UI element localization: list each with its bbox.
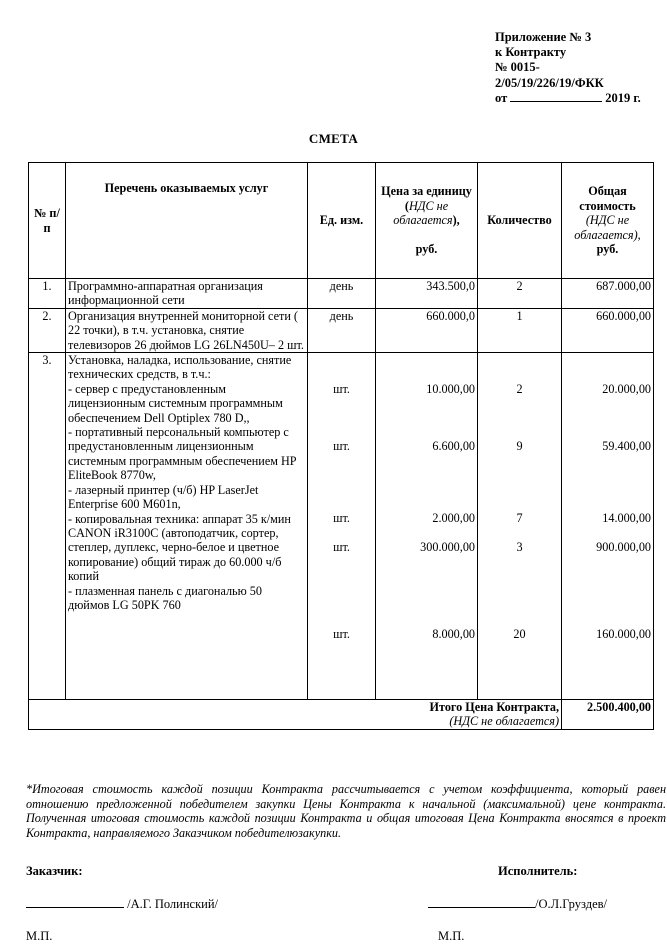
footnote: *Итоговая стоимость каждой позиции Контракта рассчитывается с учетом коэффициента, который равен отношению предложенной победителем закупки Цены Контракта к начальной (максимальной) цене контракта. Полученная итоговая стоимость каждой позиции Контракта и общая итоговая Цена Контракта вносятся в проект Контракта, направляемого Заказчиком победителюзакупки. [26, 782, 666, 840]
total-vat-note: (НДС не облагается) [449, 714, 559, 729]
row3-item-4-qty: 3 [516, 540, 523, 555]
date-blank-line [510, 91, 602, 102]
row3-item-2-qty: 9 [516, 439, 523, 454]
row3-item-4-price: 300.000,00 [420, 540, 475, 555]
row-total: 687.000,00 [562, 279, 654, 309]
row3-item-2-unit: шт. [333, 439, 350, 454]
total-label-cell [29, 700, 562, 730]
row3-item-1-total: 20.000,00 [602, 381, 651, 396]
table-header-row [29, 163, 654, 279]
row-num: 2. [29, 308, 66, 352]
row3-item-1-unit: шт. [333, 381, 350, 396]
row3-item-2-name: - портативный персональный компьютер с предустановленным лицензионным системным программным обеспечением HP EliteBook 8770w, [68, 425, 297, 483]
contractor-signature [428, 896, 607, 912]
row-unit [308, 353, 376, 700]
appendix-header [495, 30, 660, 106]
document-title: СМЕТА [308, 131, 359, 146]
date-suffix: 2019 г. [605, 90, 641, 105]
row3-item-5-total: 160.000,00 [596, 626, 651, 641]
appendix-date-line [495, 91, 660, 106]
table-total-row [29, 700, 654, 730]
header-services: Перечень оказываемых услуг [66, 163, 308, 279]
customer-signature [26, 896, 218, 912]
row3-item-5-qty: 20 [513, 626, 526, 641]
row3-item-2-total: 59.400,00 [602, 439, 651, 454]
row-quantity: 1 [478, 308, 562, 352]
customer-signature-line [26, 896, 124, 908]
table-row [29, 308, 654, 352]
row3-item-1-price: 10.000,00 [426, 381, 475, 396]
row-price: 343.500,0 [376, 279, 478, 309]
row3-item-3-name: - лазерный принтер (ч/б) HP LaserJet Enterprise 600 M601n, [68, 482, 259, 512]
appendix-line-4: 2/05/19/226/19/ФКК [495, 75, 604, 90]
row3-item-4-name: - копировальная техника: аппарат 35 к/мин CANON iR3100C (автоподатчик, сортер, степлер, дуплекс, черно-белое и цветное копирование) общий тираж до 60.000 ч/б копий [68, 511, 291, 584]
row-price: 660.000,0 [376, 308, 478, 352]
row-unit: день [308, 279, 376, 309]
row-service [66, 353, 308, 700]
row-quantity [478, 353, 562, 700]
row3-item-5-unit: шт. [333, 626, 350, 641]
contractor-signature-name: /О.Л.Груздев/ [535, 897, 607, 911]
contractor-signature-line [428, 896, 535, 908]
row3-item-4-unit: шт. [333, 540, 350, 555]
row-total [562, 353, 654, 700]
appendix-line-1: Приложение № 3 [495, 30, 592, 44]
row-unit: день [308, 308, 376, 352]
row-price [376, 353, 478, 700]
total-label: Итого Цена Контракта, [429, 700, 559, 715]
header-quantity: Количество [478, 163, 562, 279]
date-prefix: от [495, 90, 508, 105]
row-num: 3. [29, 353, 66, 700]
row3-item-3-price: 2.000,00 [432, 511, 475, 526]
header-unit: Ед. изм. [308, 163, 376, 279]
table-row [29, 279, 654, 309]
appendix-line-2: к Контракту [495, 45, 567, 60]
appendix-line-3: № 0015- [495, 60, 540, 75]
row3-item-5-name: - плазменная панель с диагональю 50 дюймов LG 50PK 760 [68, 583, 262, 612]
table-row [29, 353, 654, 700]
header-price: Цена за единицу (НДС не облагается), руб. [376, 163, 478, 279]
row3-item-4-total: 900.000,00 [596, 540, 651, 555]
row3-item-1-name: - сервер с предустановленным лицензионным системным программным обеспечением Dell Optiplex 780 D,, [68, 381, 283, 425]
customer-label: Заказчик: [26, 864, 83, 878]
contractor-label: Исполнитель: [498, 864, 578, 878]
contractor-stamp-place: М.П. [438, 929, 465, 943]
header-num: № п/п [29, 163, 66, 279]
customer-signature-name: /А.Г. Полинский/ [127, 897, 219, 911]
header-total: Общая стоимость (НДС не облагается), руб. [562, 163, 654, 279]
row3-item-3-unit: шт. [333, 511, 350, 526]
row-num: 1. [29, 279, 66, 309]
row-total: 660.000,00 [562, 308, 654, 352]
row-service: Организация внутренней мониторной сети ( 22 точки), в т.ч. установка, снятие телевизоров 26 дюймов LG 26LN450U– 2 шт. [66, 308, 308, 352]
row-quantity: 2 [478, 279, 562, 309]
customer-stamp-place: М.П. [26, 929, 53, 943]
row3-item-1-qty: 2 [516, 381, 523, 396]
total-value: 2.500.400,00 [562, 700, 654, 730]
row-service: Программно-аппаратная организация информационной сети [66, 279, 308, 309]
row3-intro: Установка, наладка, использование, снятие технических средств, в т.ч.: [68, 353, 292, 382]
row3-item-2-price: 6.600,00 [432, 439, 475, 454]
estimate-table [28, 162, 654, 730]
row3-item-5-price: 8.000,00 [432, 626, 475, 641]
row3-item-3-qty: 7 [516, 511, 523, 526]
row3-item-3-total: 14.000,00 [602, 511, 651, 526]
